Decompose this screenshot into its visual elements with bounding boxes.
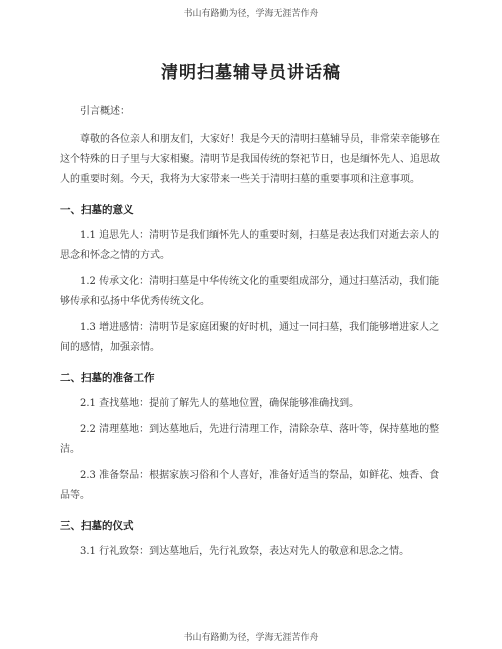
section-item: 3.1 行礼致祭：到达墓地后，先行礼致祭，表达对先人的敬意和思念之情。 bbox=[80, 546, 410, 557]
section-item: 1.2 传承文化：清明扫墓是中华传统文化的重要组成部分，通过扫墓活动，我们能够传承和弘扬中华优秀传统文化。 bbox=[60, 276, 440, 307]
intro-label: 引言概述： bbox=[80, 106, 130, 117]
intro-paragraph: 尊敬的各位亲人和朋友们，大家好！我是今天的清明扫墓辅导员，非常荣幸能够在这个特殊的日子里与大家相聚。清明节是我国传统的祭祀节日，也是缅怀先人、追思故人的重要时刻。今天，我将为大家带来一些关于清明扫墓的重要事项和注意事项。 bbox=[60, 134, 440, 185]
document-body bbox=[60, 102, 445, 562]
section-item: 1.3 增进感情：清明节是家庭团聚的好时机，通过一同扫墓，我们能够增进家人之间的感情，加强亲情。 bbox=[60, 322, 440, 353]
section-heading-preparation: 二、扫墓的准备工作 bbox=[60, 372, 155, 384]
section-item: 2.2 清理墓地：到达墓地后，先进行清理工作，清除杂草、落叶等，保持墓地的整洁。 bbox=[60, 424, 440, 455]
section-item: 1.1 追思先人：清明节是我们缅怀先人的重要时刻，扫墓是表达我们对逝去亲人的思念和怀念之情的方式。 bbox=[60, 230, 440, 261]
page-header-motto: 书山有路勤为径，学海无涯苦作舟 bbox=[183, 9, 319, 19]
section-heading-ceremony: 三、扫墓的仪式 bbox=[60, 520, 134, 532]
section-heading-significance: 一、扫墓的意义 bbox=[60, 204, 134, 216]
page-footer-motto: 书山有路勤为径，学海无涯苦作舟 bbox=[183, 633, 319, 643]
document-title: 清明扫墓辅导员讲话稿 bbox=[161, 63, 341, 83]
section-item: 2.3 准备祭品：根据家族习俗和个人喜好，准备好适当的祭品，如鲜花、烛香、食品等。 bbox=[60, 470, 440, 501]
section-item: 2.1 查找墓地：提前了解先人的墓地位置，确保能够准确找到。 bbox=[80, 398, 360, 409]
